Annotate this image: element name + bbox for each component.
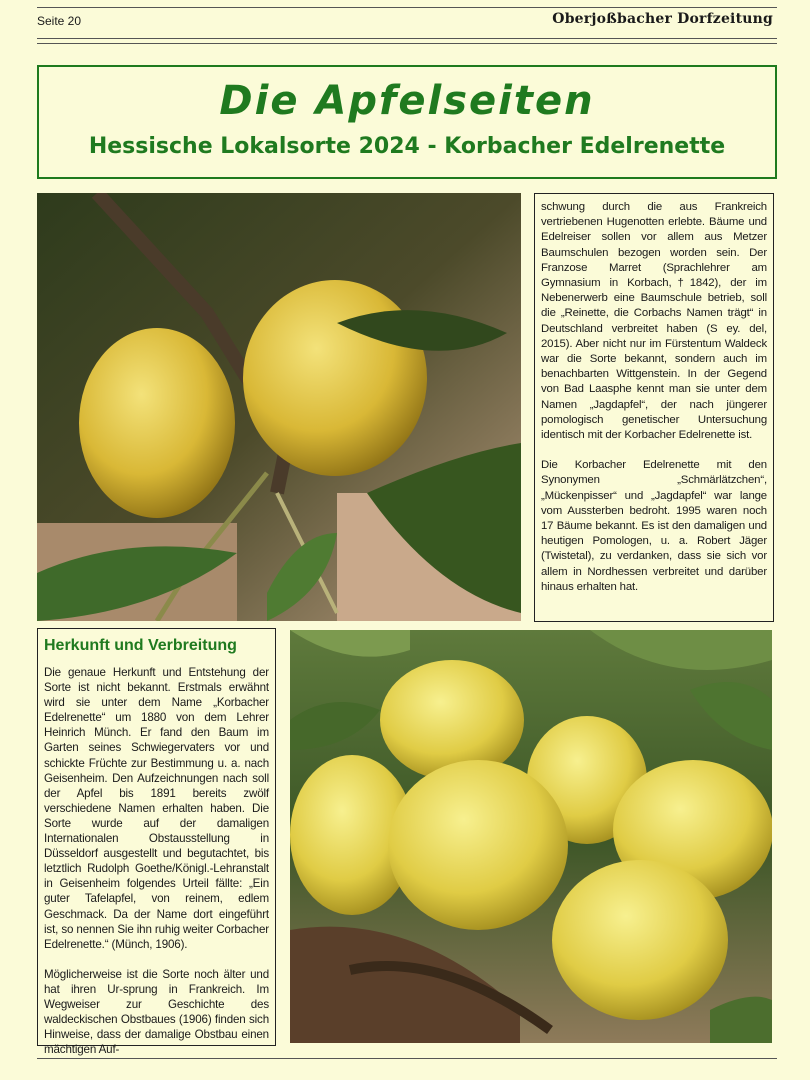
article-paragraph: schwung durch die aus Frankreich vertriebenen Hugenotten erlebte. Bäume und Edelreiser sollen vor allem aus Metzer Baumschulen bezogen worden sein. Der Franzose Marret (Sprachlehrer am Gymnasium in Korbach,†1842), der im Nebenerwerb eine Baumschule betrieb, soll die „Reinette, die Corbachs Namen trägt“ in Deutschland verbreitet haben (S ey. del, 2015). Aber nicht nur im Fürstentum Waldeck war die Sorte bekannt, sondern auch im benachbarten Wittgenstein. In der Gegend von Bad Laasphe kennt man sie unter dem Namen „Jagdapfel“, der nach jüngerer pomologisch genetischer Untersuchung identisch mit der Korbacher Edelrenette ist. — [541, 201, 767, 442]
article-paragraph: Die genaue Herkunft und Entstehung der Sorte ist nicht bekannt. Erstmals erwähnt wird sie unter dem Name „Korbacher Edelrenette“ um 1880 von dem Lehrer Heinrich Münch. Er fand den Baum im Garten seines Schwiegervaters vor und schickte Früchte zur Bestimmung u. a. nach Geisenheim. Den Aufzeichnungen nach soll der Apfel bis 1891 bereits zwölf verschiedene Namen erhalten haben. Die Sorte wurde auf der damaligen Internationalen Obstausstellung in Düsseldorf ausgestellt und begutachtet, bis letztlich Rudolph Goethe/Königl.-Lehranstalt in Geisenheim folgendes Urteil fällte: „Ein guter Tafelapfel, von reinem, edlem Geschmack. Da der Name dort eingeführt ist, so nennen Sie ihn ruhig weiter Corbacher Edelrenette.“ (Münch, 1906). — [44, 666, 269, 951]
footer-rule — [37, 1058, 777, 1059]
page-subtitle: Hessische Lokalsorte 2024 - Korbacher Edelrenette — [88, 134, 726, 159]
apple-photo-bottom — [290, 630, 772, 1043]
page-number: Seite 20 — [37, 14, 82, 28]
title-box — [37, 65, 777, 179]
newspaper-name: Oberjoßbacher Dorfzeitung — [552, 11, 773, 27]
article-column-left — [37, 628, 276, 1057]
header-rule-top — [37, 7, 777, 8]
article-column-right — [534, 193, 774, 622]
page-title: Die Apfelseiten — [219, 78, 595, 124]
section-heading: Herkunft und Verbreitung — [44, 637, 237, 654]
header-rule-thin — [37, 43, 777, 44]
header-rule — [37, 38, 777, 39]
apple-photo-top — [37, 193, 521, 621]
article-paragraph: Die Korbacher Edelrenette mit den Synonymen „Schmärlätzchen“, „Mückenpisser“ und „Jagdapfel“ war lange vom Aussterben bedroht. 1995 waren noch 17 Bäume bekannt. Es ist den damaligen und heutigen Pomologen, u. a. Robert Jäger (Twistetal), zu verdanken, dass sie sich vor allem in Nordhessen verbreitet und darüber hinaus erhalten hat. — [541, 459, 767, 593]
article-paragraph: Möglicherweise ist die Sorte noch älter und hat ihren Ur-sprung in Frankreich. Im Wegweiser zur Geschichte des waldeckischen Obstbaues (1906) finden sich Hinweise, dass der damalige Obstbau einen mächtigen Auf- — [44, 967, 269, 1057]
